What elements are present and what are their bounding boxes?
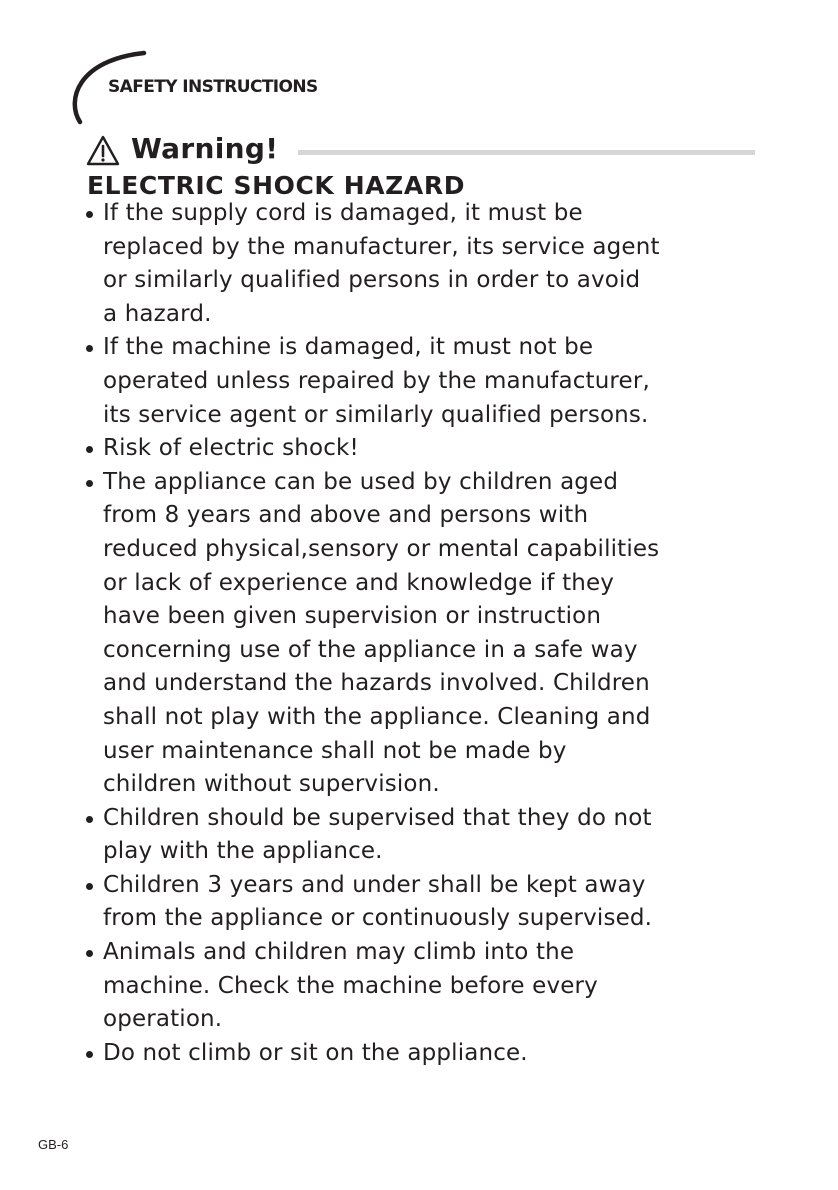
bullet-text-line: Children should be supervised that they do not <box>103 804 652 831</box>
bullet-item <box>86 432 776 466</box>
bullet-text-line: operated unless repaired by the manufacturer, <box>103 367 650 394</box>
warning-title: Warning! <box>131 132 279 165</box>
bullet-text-line: from 8 years and above and persons with <box>103 502 589 529</box>
bullet-text-line: or similarly qualified persons in order to avoid <box>103 267 641 294</box>
bullet-item <box>86 1037 776 1071</box>
bullet-text-line: a hazard. <box>103 300 212 327</box>
bullet-text-line: reduced physical,sensory or mental capabilities <box>103 535 660 562</box>
bullet-text-line: If the machine is damaged, it must not be <box>103 334 594 361</box>
bullet-text-line: The appliance can be used by children aged <box>103 468 619 495</box>
bullet-text-line: concerning use of the appliance in a safe way <box>103 636 638 663</box>
bullet-text-line: operation. <box>103 1006 223 1033</box>
bullet-text-line: Do not climb or sit on the appliance. <box>103 1039 528 1066</box>
section-header <box>66 48 396 128</box>
bullet-dot-icon <box>86 446 93 453</box>
bullet-dot-icon <box>86 1051 93 1058</box>
bullet-dot-icon <box>86 345 93 352</box>
bullet-text-line: user maintenance shall not be made by <box>103 737 567 764</box>
bullet-text-line: Animals and children may climb into the <box>103 939 575 966</box>
bullet-text-line: shall not play with the appliance. Cleaning and <box>103 703 651 730</box>
bullet-text-line: have been given supervision or instruction <box>103 603 602 630</box>
bullet-text-line: Children 3 years and under shall be kept away <box>103 871 646 898</box>
bullet-text-line: children without supervision. <box>103 771 440 798</box>
bullet-text-line: from the appliance or continuously supervised. <box>103 905 653 932</box>
bullet-item <box>86 802 776 869</box>
bullet-text-line: replaced by the manufacturer, its service agent <box>103 233 660 260</box>
bullet-text-line: and understand the hazards involved. Children <box>103 670 650 697</box>
heading-divider <box>298 150 755 155</box>
warning-heading <box>86 132 758 172</box>
page-number: GB-6 <box>38 1137 69 1152</box>
bullet-text-line: If the supply cord is damaged, it must be <box>103 200 583 226</box>
bullet-dot-icon <box>86 480 93 487</box>
bullet-item <box>86 869 776 936</box>
hazard-title: ELECTRIC SHOCK HAZARD <box>87 171 466 200</box>
bullet-text-line: play with the appliance. <box>103 838 383 865</box>
header-title: SAFETY INSTRUCTIONS <box>108 77 318 97</box>
bullet-text-line: Risk of electric shock! <box>103 435 359 462</box>
bullet-dot-icon <box>86 211 93 218</box>
bullet-dot-icon <box>86 950 93 957</box>
bullet-text-line: or lack of experience and knowledge if they <box>103 569 615 596</box>
bullet-item <box>86 331 776 432</box>
warning-triangle-icon <box>86 135 120 166</box>
bullet-dot-icon <box>86 883 93 890</box>
bullet-text-line: its service agent or similarly qualified persons. <box>103 401 649 428</box>
bullet-item <box>86 936 776 1037</box>
bullet-item <box>86 466 776 802</box>
bullet-text-line: machine. Check the machine before every <box>103 972 598 999</box>
bullet-item <box>86 197 776 331</box>
safety-bullet-list <box>86 197 776 1070</box>
bullet-dot-icon <box>86 816 93 823</box>
